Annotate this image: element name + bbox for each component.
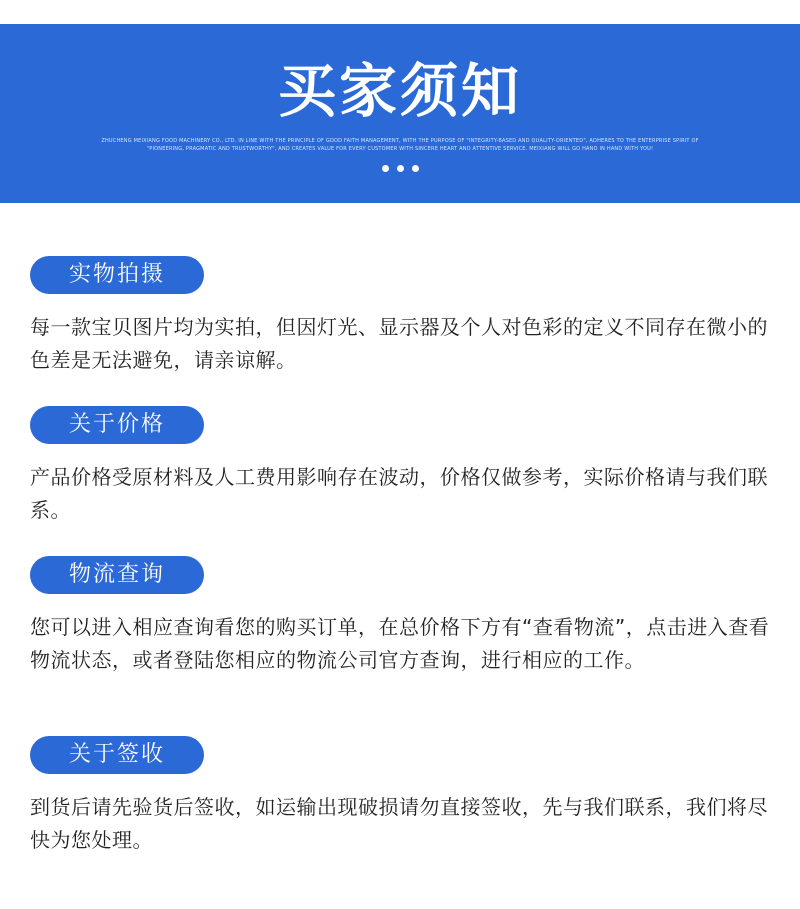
section-heading-badge: 关于签收 bbox=[30, 736, 204, 774]
section-heading-badge: 实物拍摄 bbox=[30, 256, 204, 294]
dot-icon bbox=[382, 165, 389, 172]
section-photo bbox=[30, 256, 775, 377]
header-banner bbox=[0, 24, 800, 203]
top-spacer bbox=[0, 0, 800, 24]
section-body-text: 每一款宝贝图片均为实拍，但因灯光、显示器及个人对色彩的定义不同存在微小的色差是无法避免，请亲谅解。 bbox=[30, 315, 768, 372]
section-receipt bbox=[30, 736, 775, 857]
section-price bbox=[30, 406, 775, 527]
section-body-text: 产品价格受原材料及人工费用影响存在波动，价格仅做参考，实际价格请与我们联系。 bbox=[30, 465, 768, 522]
section-heading-badge: 物流查询 bbox=[30, 556, 204, 594]
section-logistics bbox=[30, 556, 775, 677]
banner-subtitle: ZHUCHENG MEIXIANG FOOD MACHINERY CO., LTD. IN LINE WITH THE PRINCIPLE OF GOOD FAITH MANAGEMENT, WITH THE PURPOSE OF "INTEGRITY-BASED AND QUALITY-ORIENTED", ADHERES TO THE ENTERPRISE SPIRIT OF "PIONEERING, PRAGMATIC AND TRUSTWORTHY", AND CREATES VALUE FOR EVERY CUSTOMER WITH SINCERE HEART AND ATTENTIVE SERVICE. MEIXIANG WILL GO HAND IN HAND WITH YOU! bbox=[101, 138, 699, 152]
banner-dots bbox=[0, 165, 800, 172]
dot-icon bbox=[412, 165, 419, 172]
section-body-text: 您可以进入相应查询看您的购买订单，在总价格下方有“查看物流”，点击进入查看物流状态，或者登陆您相应的物流公司官方查询，进行相应的工作。 bbox=[30, 615, 770, 672]
section-heading-badge: 关于价格 bbox=[30, 406, 204, 444]
dot-icon bbox=[397, 165, 404, 172]
page-title: 买家须知 bbox=[277, 57, 522, 125]
section-body-text: 到货后请先验货后签收，如运输出现破损请勿直接签收，先与我们联系，我们将尽快为您处理。 bbox=[30, 795, 768, 852]
